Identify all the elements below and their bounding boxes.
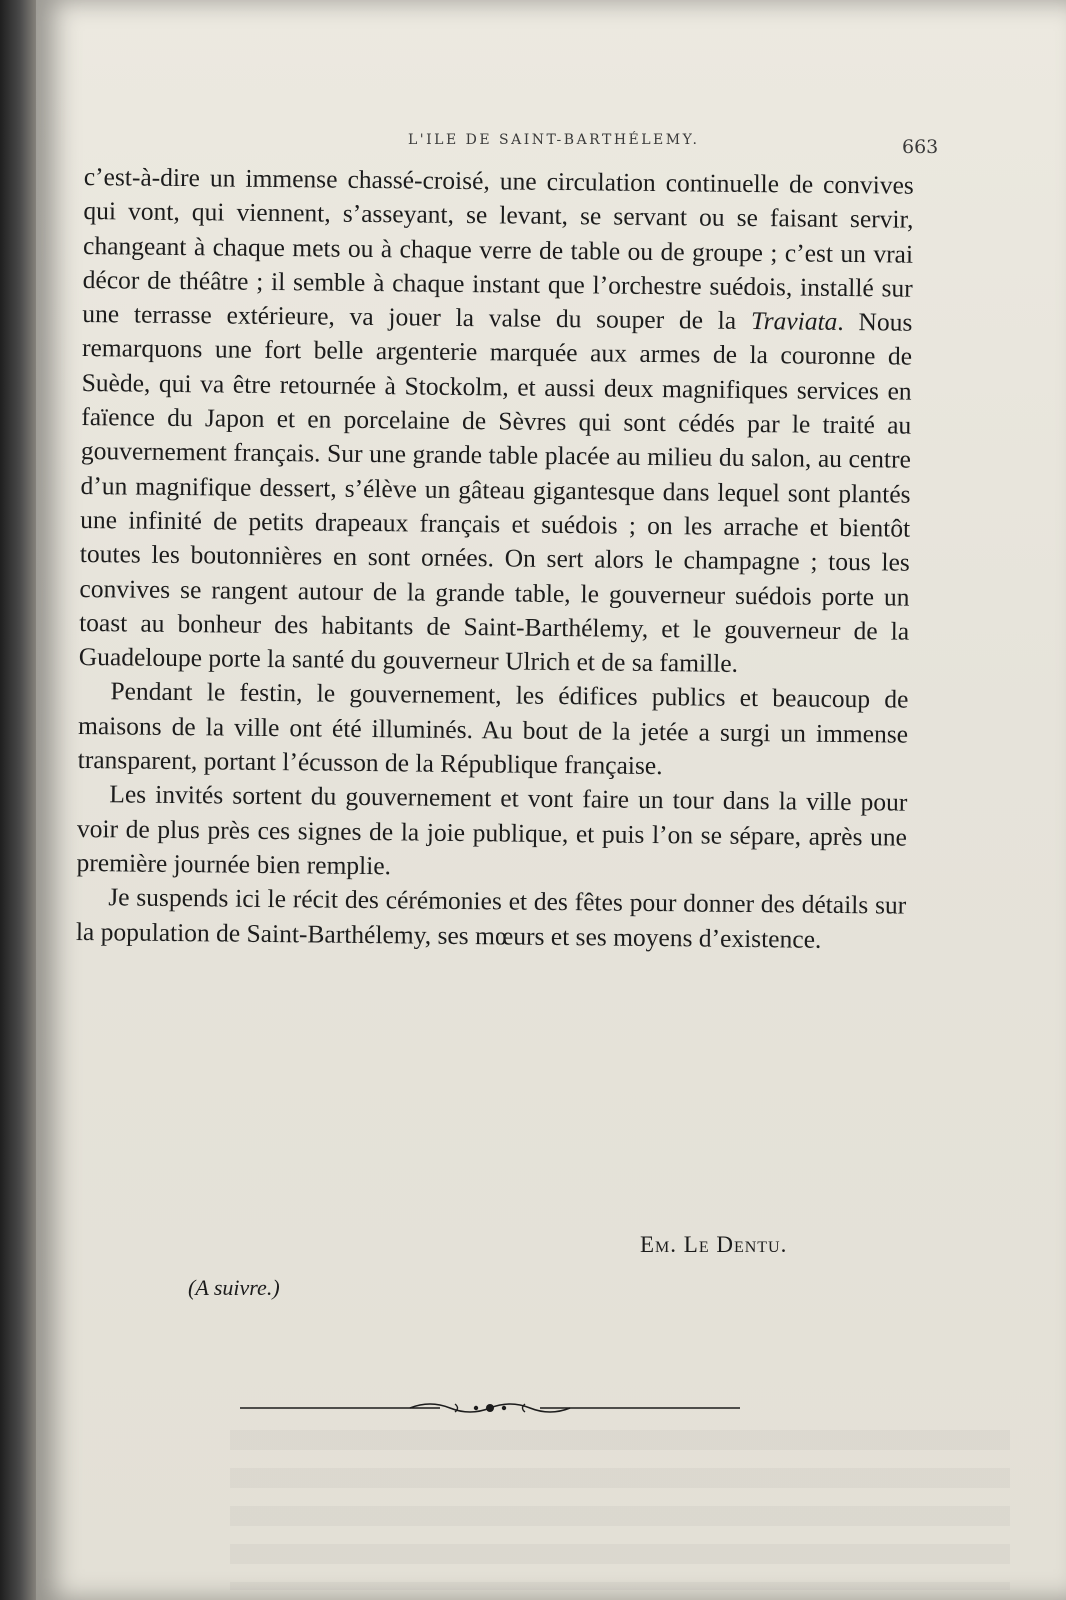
paragraph-2: Pendant le festin, le gouvernement, les édifices publics et beaucoup de maisons de la ville ont été illuminés. Au bout de la jetée a surgi un immense transparent, portant l’écusson de la République française. [77, 676, 909, 781]
paragraph-1 [79, 160, 914, 683]
paragraph-1-part-2: . Nous remarquons une fort belle argenterie marquée aux armes de la couronne de Suède, qui va être retournée à Stockolm, et aussi deux magnifiques services en faïence du Japon et en porcelaine de Sèvres qui sont cédés par le traité au gouvernement français. Sur une grande table placée au milieu du salon, au centre d’un magnifique dessert, s’élève un gâteau gigantesque dans lequel sont plantés une infinité de petits drapeaux français et suédois ; on les arrache et bientôt toutes les boutonnières en sont ornées. On sert alors le champagne ; tous les convives se rangent autour de la grande table, le gouverneur suédois porte un toast au bonheur des habitants de Saint-Barthélemy, et le gouverneur de la Guadeloupe porte la santé du gouverneur Ulrich et de sa famille. [78, 307, 913, 679]
paragraph-3: Les invités sortent du gouvernement et vont faire un tour dans la ville pour voir de plus près ces signes de la joie publique, et puis l’on se sépare, après une première journée bien remplie. [76, 779, 908, 881]
paragraph-1-part-1: c’est-à-dire un immense chassé-croisé, une circulation continuelle de convives qui vont, qui viennent, s’asseyant, se levant, se servant ou se faisant servir, changeant à chaque mets ou à chaque verre de table ou de groupe ; c’est un vrai décor de théâtre ; il semble à chaque instant que l’orchestre suédois, installé sur une terrasse extérieure, va jouer la valse du souper de la [82, 161, 914, 336]
to-be-continued-note: (A suivre.) [188, 1275, 280, 1300]
ornamental-rule-icon [240, 1398, 740, 1418]
paragraph-4: Je suspends ici le récit des cérémonies et des fêtes pour donner des détails sur la population de Saint-Barthélemy, ses mœurs et ses moyens d’existence. [75, 882, 907, 954]
body-text [76, 160, 914, 957]
running-head: L'ILE DE SAINT-BARTHÉLEMY. [408, 132, 700, 148]
page-number: 663 [902, 136, 939, 158]
author-signature: Em. Le Dentu. [640, 1232, 788, 1257]
opera-title: Traviata [750, 306, 838, 337]
show-through-text [230, 1430, 1010, 1590]
